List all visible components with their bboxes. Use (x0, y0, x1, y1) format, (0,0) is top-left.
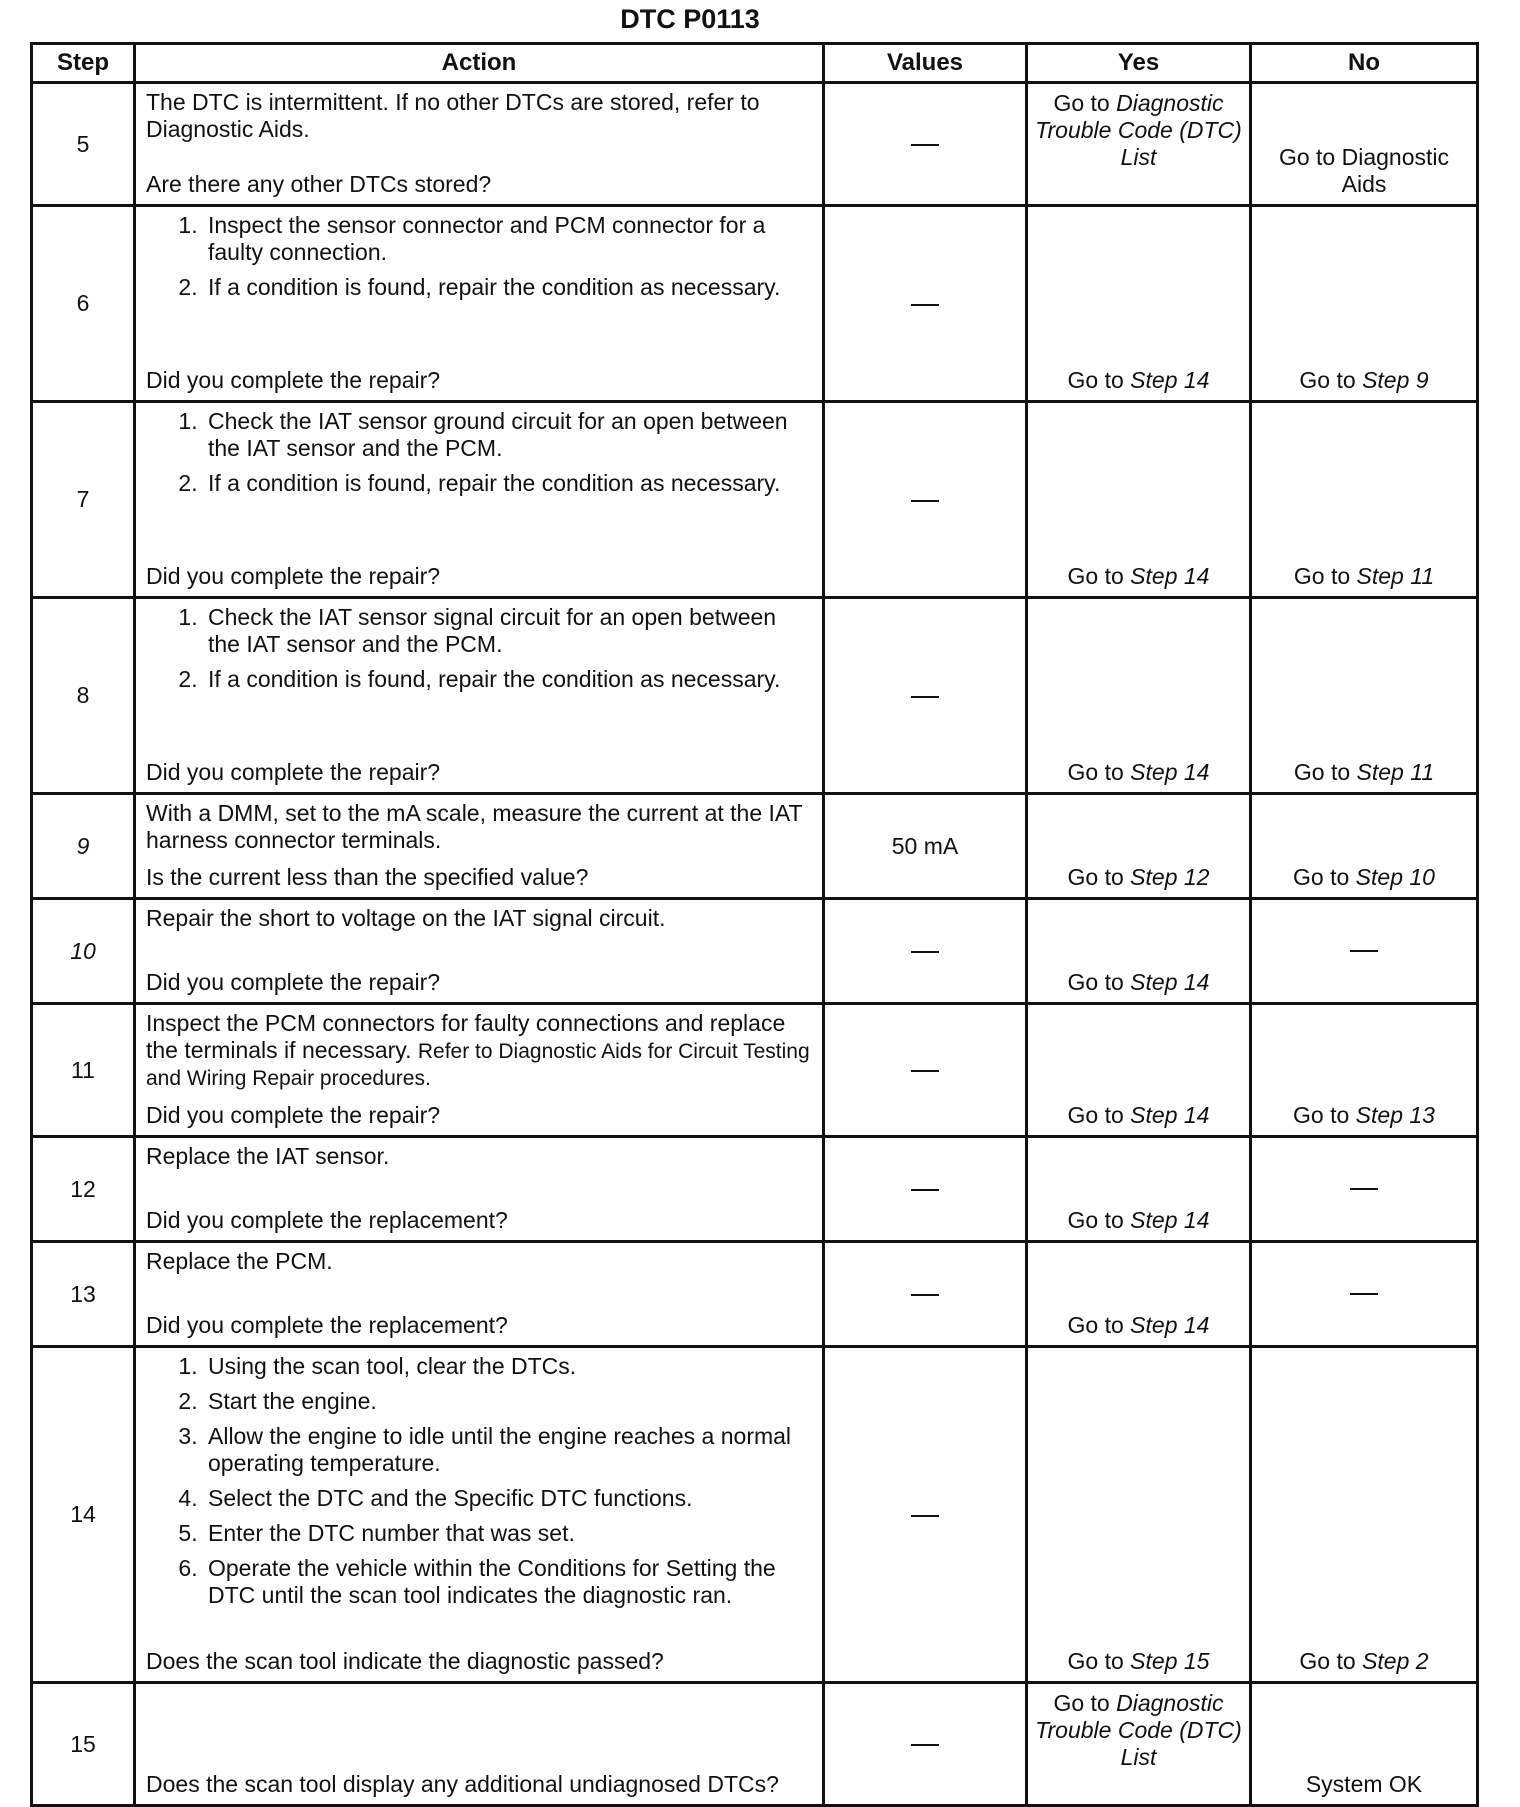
action-intro (146, 1143, 812, 1170)
yes-answer (1028, 795, 1249, 897)
action-step-item: 3. Allow the engine to idle until the engine reaches a normal operating temperature. (204, 1423, 812, 1477)
goto-prefix: Go to (1067, 1312, 1124, 1338)
goto-prefix: Go to (1067, 1207, 1124, 1233)
table-row (32, 598, 1478, 794)
no-cell (1251, 206, 1478, 402)
no-cell (1251, 899, 1478, 1004)
none-dash (1350, 950, 1378, 952)
action-question: Did you complete the replacement? (146, 1207, 508, 1233)
step-number: 15 (32, 1683, 135, 1806)
yes-answer (1028, 1348, 1249, 1681)
action-content (136, 599, 822, 792)
value-dash (911, 1189, 939, 1191)
action-cell (135, 1004, 824, 1137)
step-number: 9 (32, 794, 135, 899)
yes-cell (1027, 899, 1251, 1004)
no-answer (1252, 1348, 1476, 1681)
goto-prefix: Go to (1299, 1648, 1356, 1674)
yes-answer-text (1068, 864, 1210, 891)
values-cell (824, 1004, 1027, 1137)
yes-answer-text (1068, 1648, 1210, 1675)
action-body (146, 212, 812, 309)
goto-prefix: Go to (1067, 864, 1124, 890)
values-cell: 50 mA (824, 794, 1027, 899)
goto-prefix: Go to (1053, 90, 1110, 116)
action-question: Did you complete the repair? (146, 759, 441, 785)
action-cell (135, 899, 824, 1004)
no-answer-text (1299, 367, 1428, 394)
value-dash (911, 1294, 939, 1296)
action-question: Did you complete the repair? (146, 563, 441, 589)
no-answer-text (1306, 1771, 1422, 1798)
none-dash (1350, 1293, 1378, 1295)
goto-prefix: Go to (1293, 864, 1350, 890)
yes-answer-text (1068, 969, 1210, 996)
yes-answer (1028, 1684, 1249, 1804)
goto-ref: Step 13 (1355, 1102, 1435, 1128)
values-cell (824, 1242, 1027, 1347)
action-step-item: 1. Check the IAT sensor ground circuit for an open between the IAT sensor and the PCM. (204, 408, 812, 462)
no-cell (1251, 1683, 1478, 1806)
action-cell (135, 598, 824, 794)
action-cell (135, 1683, 824, 1806)
yes-answer (1028, 1138, 1249, 1240)
action-step-item: 2. Start the engine. (204, 1388, 812, 1415)
no-cell (1251, 1242, 1478, 1347)
goto-prefix: Go to (1067, 969, 1124, 995)
goto-prefix: Go to (1293, 759, 1351, 785)
goto-ref: Step 14 (1130, 1102, 1210, 1128)
action-step-item: 2. If a condition is found, repair the condition as necessary. (204, 666, 812, 693)
value-dash (911, 1070, 939, 1072)
value-dash (911, 304, 939, 306)
action-body (146, 1248, 812, 1281)
action-content (136, 795, 822, 897)
action-steps (146, 604, 812, 693)
action-step-item: 2. If a condition is found, repair the condition as necessary. (204, 274, 812, 301)
no-answer (1252, 795, 1476, 897)
action-body (146, 604, 812, 701)
values-cell (824, 206, 1027, 402)
no-answer (1252, 207, 1476, 400)
action-cell (135, 794, 824, 899)
yes-answer (1028, 207, 1249, 400)
goto-ref: Step 15 (1130, 1648, 1210, 1674)
goto-ref: Step 12 (1130, 864, 1210, 890)
action-question: Did you complete the repair? (146, 367, 441, 393)
action-steps (146, 212, 812, 301)
goto-ref: Diagnostic Trouble Code (DTC) List (1035, 1690, 1242, 1770)
table-row (32, 402, 1478, 598)
action-intro-text: Inspect the PCM connectors for faulty connections and replace the terminals if necessary. (146, 1010, 786, 1063)
table-row (32, 206, 1478, 402)
goto-ref: Step 10 (1355, 864, 1435, 890)
action-steps (146, 1353, 812, 1609)
no-cell (1251, 598, 1478, 794)
table-row (32, 899, 1478, 1004)
goto-prefix: Go to (1293, 1102, 1350, 1128)
none-dash (1350, 1188, 1378, 1190)
goto-prefix: Go to (1293, 563, 1351, 589)
table-row (32, 1242, 1478, 1347)
action-body (146, 1353, 812, 1617)
value-dash (911, 696, 939, 698)
goto-prefix: Go to (1299, 367, 1356, 393)
action-question: Does the scan tool indicate the diagnostic passed? (146, 1648, 664, 1674)
yes-answer-text (1068, 367, 1210, 394)
no-cell (1251, 1004, 1478, 1137)
yes-answer-text (1032, 90, 1245, 171)
yes-cell (1027, 1242, 1251, 1347)
goto-ref: Step 14 (1130, 563, 1210, 589)
no-answer-text (1294, 759, 1434, 786)
action-cell (135, 1242, 824, 1347)
goto-ref: System OK (1305, 1771, 1423, 1797)
values-cell (824, 1347, 1027, 1683)
action-intro (146, 89, 812, 143)
no-cell (1251, 402, 1478, 598)
yes-answer-text (1068, 1312, 1210, 1339)
action-question: Did you complete the replacement? (146, 1312, 508, 1338)
goto-ref: Step 14 (1130, 1312, 1210, 1338)
yes-answer (1028, 900, 1249, 1002)
goto-prefix: Go to (1278, 144, 1336, 170)
no-cell (1251, 83, 1478, 206)
action-content (136, 403, 822, 596)
action-intro (146, 800, 812, 854)
action-step-item: 1. Using the scan tool, clear the DTCs. (204, 1353, 812, 1380)
action-body (146, 905, 812, 938)
no-answer-text (1293, 1102, 1435, 1129)
goto-prefix: Go to (1067, 563, 1124, 589)
yes-answer (1028, 1005, 1249, 1135)
yes-answer (1028, 1243, 1249, 1345)
action-content (136, 84, 822, 204)
values-cell (824, 899, 1027, 1004)
value-dash (911, 500, 939, 502)
action-step-item: 1. Check the IAT sensor signal circuit for an open between the IAT sensor and the PCM. (204, 604, 812, 658)
yes-cell (1027, 402, 1251, 598)
action-question: Does the scan tool display any additional undiagnosed DTCs? (146, 1771, 779, 1797)
yes-answer (1028, 599, 1249, 792)
action-step-item: 4. Select the DTC and the Specific DTC functions. (204, 1485, 812, 1512)
yes-cell (1027, 1004, 1251, 1137)
goto-prefix: Go to (1053, 1690, 1110, 1716)
goto-prefix: Go to (1067, 367, 1124, 393)
value-dash (911, 1744, 939, 1746)
step-number: 5 (32, 83, 135, 206)
action-cell (135, 206, 824, 402)
action-steps (146, 408, 812, 497)
goto-prefix: Go to (1067, 1102, 1124, 1128)
header-action: Action (135, 44, 824, 83)
no-answer (1252, 900, 1476, 1002)
no-answer-text (1256, 144, 1472, 198)
dtc-table (30, 42, 1479, 1807)
table-row (32, 83, 1478, 206)
yes-answer-text (1068, 1207, 1210, 1234)
action-content (136, 900, 822, 1002)
action-question: Did you complete the repair? (146, 1102, 441, 1128)
action-body (146, 1010, 812, 1097)
action-step-item: 5. Enter the DTC number that was set. (204, 1520, 812, 1547)
action-body (146, 800, 812, 860)
table-row (32, 794, 1478, 899)
action-intro (146, 1248, 812, 1275)
action-intro-text: With a DMM, set to the mA scale, measure the current at the IAT harness connector terminals. (146, 800, 803, 853)
action-body (146, 89, 812, 149)
action-body (146, 1143, 812, 1176)
values-cell (824, 83, 1027, 206)
goto-prefix: Go to (1067, 759, 1124, 785)
values-cell (824, 1683, 1027, 1806)
values-cell (824, 402, 1027, 598)
no-answer (1252, 403, 1476, 596)
no-answer (1252, 84, 1476, 204)
values-cell (824, 1137, 1027, 1242)
header-yes: Yes (1027, 44, 1251, 83)
action-intro-text: Refer to Diagnostic Aids for Circuit Testing and Wiring Repair procedures. (146, 1040, 810, 1090)
action-content (136, 1684, 822, 1804)
step-number: 11 (32, 1004, 135, 1137)
action-step-item: 6. Operate the vehicle within the Conditions for Setting the DTC until the scan tool indicates the diagnostic ran. (204, 1555, 812, 1609)
action-question: Did you complete the repair? (146, 969, 441, 995)
action-body (146, 408, 812, 505)
action-intro-text: The DTC is intermittent. If no other DTCs are stored, refer to Diagnostic Aids. (146, 89, 760, 142)
action-intro-text: Repair the short to voltage on the IAT signal circuit. (146, 905, 666, 931)
action-cell (135, 402, 824, 598)
table-row (32, 1137, 1478, 1242)
action-cell (135, 1137, 824, 1242)
action-question: Are there any other DTCs stored? (146, 171, 492, 197)
goto-ref: Diagnostic Trouble Code (DTC) List (1035, 90, 1242, 170)
goto-ref: Step 11 (1356, 759, 1435, 785)
goto-ref: Step 14 (1130, 969, 1210, 995)
table-row (32, 1683, 1478, 1806)
step-number: 12 (32, 1137, 135, 1242)
no-cell (1251, 1347, 1478, 1683)
header-no: No (1251, 44, 1478, 83)
values-cell (824, 598, 1027, 794)
yes-cell (1027, 1137, 1251, 1242)
table-row (32, 1347, 1478, 1683)
action-intro (146, 1010, 812, 1091)
no-cell (1251, 794, 1478, 899)
action-content (136, 207, 822, 400)
step-number: 10 (32, 899, 135, 1004)
action-content (136, 1005, 822, 1135)
action-step-item: 1. Inspect the sensor connector and PCM connector for a faulty connection. (204, 212, 812, 266)
yes-answer (1028, 403, 1249, 596)
no-answer (1252, 599, 1476, 792)
action-question: Is the current less than the specified value? (146, 864, 589, 890)
action-content (136, 1348, 822, 1681)
action-content (136, 1138, 822, 1240)
value-dash (911, 951, 939, 953)
yes-cell (1027, 83, 1251, 206)
yes-cell (1027, 794, 1251, 899)
action-step-item: 2. If a condition is found, repair the condition as necessary. (204, 470, 812, 497)
step-number: 13 (32, 1242, 135, 1347)
goto-ref: Step 11 (1356, 563, 1435, 589)
yes-cell (1027, 206, 1251, 402)
yes-cell (1027, 598, 1251, 794)
header-row (32, 44, 1478, 83)
no-answer (1252, 1243, 1476, 1345)
yes-answer (1028, 84, 1249, 204)
goto-ref: Step 14 (1130, 367, 1210, 393)
step-number: 8 (32, 598, 135, 794)
no-answer (1252, 1138, 1476, 1240)
table-row (32, 1004, 1478, 1137)
value-dash (911, 144, 939, 146)
goto-ref: Diagnostic Aids (1341, 144, 1450, 197)
goto-ref: Step 2 (1362, 1648, 1429, 1674)
goto-prefix: Go to (1067, 1648, 1124, 1674)
value-dash (911, 1515, 939, 1517)
header-step: Step (32, 44, 135, 83)
no-answer-text (1293, 864, 1435, 891)
header-values: Values (824, 44, 1027, 83)
page-title: DTC P0113 (620, 4, 760, 34)
yes-answer-text (1068, 1102, 1210, 1129)
action-intro-text: Replace the PCM. (146, 1248, 333, 1274)
action-cell (135, 83, 824, 206)
step-number: 14 (32, 1347, 135, 1683)
no-answer-text (1294, 563, 1434, 590)
goto-ref: Step 9 (1362, 367, 1429, 393)
action-intro (146, 905, 812, 932)
step-number: 6 (32, 206, 135, 402)
yes-cell (1027, 1347, 1251, 1683)
yes-answer-text (1068, 759, 1210, 786)
no-answer (1252, 1005, 1476, 1135)
no-answer-text (1299, 1648, 1428, 1675)
yes-cell (1027, 1683, 1251, 1806)
no-cell (1251, 1137, 1478, 1242)
goto-ref: Step 14 (1130, 759, 1210, 785)
action-intro-text: Replace the IAT sensor. (146, 1143, 390, 1169)
goto-ref: Step 14 (1130, 1207, 1210, 1233)
no-answer (1252, 1684, 1476, 1804)
action-content (136, 1243, 822, 1345)
step-number: 7 (32, 402, 135, 598)
action-cell (135, 1347, 824, 1683)
yes-answer-text (1032, 1690, 1245, 1771)
yes-answer-text (1068, 563, 1210, 590)
